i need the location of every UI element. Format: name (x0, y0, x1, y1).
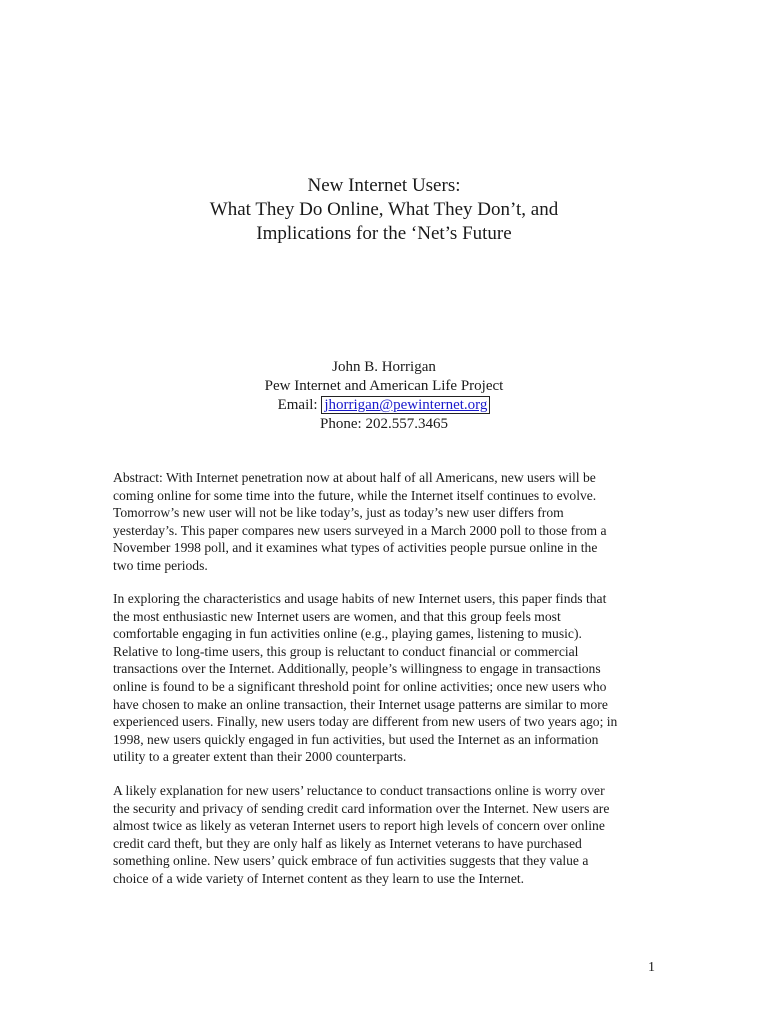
text-line: credit card theft, but they are only half as likely as Internet veterans to have purchased (113, 835, 582, 851)
text-line: November 1998 poll, and it examines what types of activities people pursue online in the (113, 540, 598, 556)
text-line: Tomorrow’s new user will not be like today’s, just as today’s new user differs from (113, 505, 564, 521)
email-link[interactable]: jhorrigan@pewinternet.org (321, 396, 490, 414)
text-line: two time periods. (113, 557, 208, 573)
text-line: the most enthusiastic new Internet users are women, and that this group feels most (113, 608, 561, 624)
author-block (0, 358, 768, 434)
author-affiliation: Pew Internet and American Life Project (264, 378, 504, 394)
text-line: In exploring the characteristics and usage habits of new Internet users, this paper finds that (113, 591, 607, 606)
text-line: have chosen to make an online transaction, their Internet usage patterns are similar to more (113, 696, 608, 712)
text-line: utility to a greater extent than their 2000 counterparts. (113, 749, 407, 765)
text-line: coming online for some time into the future, while the Internet itself continues to evolve. (113, 487, 597, 503)
text-line: Relative to long-time users, this group is reluctant to conduct financial or commercial (113, 643, 579, 659)
text-line: comfortable engaging in fun activities online (e.g., playing games, listening to music). (113, 626, 582, 642)
author-email-line (0, 396, 768, 415)
text-line: something online. New users’ quick embrace of fun activities suggests that they value a (113, 853, 589, 869)
title-line: Implications for the ‘Net’s Future (256, 223, 512, 244)
text-line: A likely explanation for new users’ reluctance to conduct transactions online is worry over (113, 783, 605, 798)
abstract-paragraph (113, 469, 658, 575)
page-number: 1 (648, 960, 655, 975)
text-line: online is found to be a significant threshold point for online activities; once new users who (113, 678, 607, 694)
text-line: almost twice as likely as veteran Internet users to report high levels of concern over online (113, 818, 605, 834)
text-line: yesterday’s. This paper compares new users surveyed in a March 2000 poll to those from a (113, 522, 607, 538)
text-line: experienced users. Finally, new users today are different from new users of two years ago; in (113, 714, 618, 730)
title-line: What They Do Online, What They Don’t, and (209, 199, 559, 220)
text-line: Abstract: With Internet penetration now at about half of all Americans, new users will be (113, 470, 596, 485)
email-label: Email: (277, 397, 322, 413)
explanation-paragraph (113, 782, 658, 888)
author-phone: Phone: 202.557.3465 (320, 416, 448, 432)
text-line: transactions over the Internet. Additionally, people’s willingness to engage in transactions (113, 661, 601, 677)
paper-title (0, 174, 768, 246)
findings-paragraph (113, 590, 658, 766)
author-name: John B. Horrigan (332, 359, 436, 375)
text-line: choice of a wide variety of Internet content as they learn to use the Internet. (113, 870, 525, 886)
text-line: the security and privacy of sending credit card information over the Internet. New users are (113, 800, 610, 816)
text-line: 1998, new users quickly engaged in fun activities, but used the Internet as an information (113, 731, 599, 747)
title-line: New Internet Users: (307, 175, 461, 196)
